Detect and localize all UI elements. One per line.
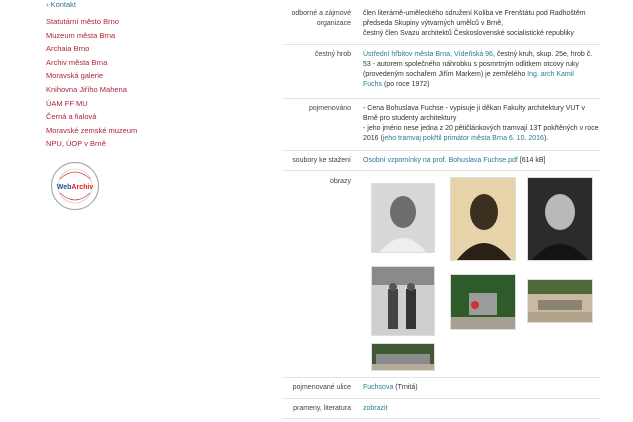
sidebar-link[interactable]: NPU, ÚOP v Brně xyxy=(46,139,106,149)
row-grave xyxy=(283,45,601,99)
row-files xyxy=(283,151,601,171)
row-label: pojmenováno xyxy=(308,105,351,112)
sidebar-link[interactable]: Moravská galerie xyxy=(46,71,104,81)
portrait-photo[interactable] xyxy=(371,183,435,253)
sidebar-link[interactable]: Černá a fialová xyxy=(46,112,97,122)
row-value xyxy=(363,50,601,90)
kamil-fuchs-link[interactable]: Ing. arch Kamil xyxy=(527,71,574,78)
org-line: člen literárně-uměleckého sdružení Koliba ve Frenštátu pod Radhoštěm xyxy=(363,10,586,17)
grave-text: (provedeným sochařem Jiřím Markem) je zemřelého xyxy=(363,71,526,78)
sidebar-link[interactable]: Archaia Brno xyxy=(46,44,90,54)
named-text: Brně pro studenty architektury xyxy=(363,115,457,122)
sidebar-link[interactable]: Knihovna Jiřího Mahena xyxy=(46,84,127,94)
row-organizations xyxy=(283,0,601,45)
sources-show-link[interactable]: zobrazit xyxy=(363,405,388,412)
group-photo[interactable] xyxy=(371,266,435,336)
svg-text:WebArchiv: WebArchiv xyxy=(56,184,94,191)
sidebar-links xyxy=(46,15,166,151)
row-sources xyxy=(283,399,601,419)
org-line: čestný člen Svazu architektů Československé socialistické republiky xyxy=(363,30,574,37)
street-link[interactable]: Fuchsova xyxy=(363,384,394,391)
sidebar-link[interactable]: Archiv města Brna xyxy=(46,57,108,67)
grave-text: , čestný kruh, skup. 25e, hrob č. xyxy=(492,51,593,58)
row-street xyxy=(283,378,601,399)
named-text: ). xyxy=(543,135,549,142)
row-label: odborné a zájmové organizace xyxy=(291,10,351,27)
grave-text: 53 - autorem společného náhrobku s posmrtným odlitkem otcovy ruky xyxy=(363,61,579,68)
row-label: obrazy xyxy=(329,178,351,185)
portrait-photo[interactable] xyxy=(450,177,516,261)
sidebar-link[interactable]: Muzeum města Brna xyxy=(46,30,116,40)
sidebar-kontakt-link[interactable]: › Kontakt xyxy=(46,0,77,9)
named-text: - jeho jméno nese jedna z 20 pětičlánkových tramvají 13T pokřtěných v roce xyxy=(363,125,599,132)
file-size: [614 kB] xyxy=(517,157,546,164)
grave-text: (po roce 1972) xyxy=(382,81,430,88)
webarchiv-stamp-logo[interactable] xyxy=(50,161,100,211)
kamil-fuchs-link[interactable]: Fuchs xyxy=(363,81,383,88)
grave-photo[interactable] xyxy=(450,274,516,330)
row-images xyxy=(283,171,601,378)
portrait-photo[interactable] xyxy=(527,177,593,261)
row-value xyxy=(363,404,601,414)
cemetery-link[interactable]: Ústřední hřbitov města Brna, Vídeňská 96 xyxy=(363,51,493,58)
row-value xyxy=(363,156,601,166)
sidebar xyxy=(46,0,166,151)
tram-link[interactable]: jeho tramvaj pokřtil primátor města Brna 6. 10. 2016 xyxy=(382,135,544,142)
named-text: - Cena Bohuslava Fuchse - vypisuje ji děkan Fakulty architektury VUT v xyxy=(363,105,586,112)
sidebar-link[interactable]: ÚAM FF MU xyxy=(46,98,88,108)
pdf-download-link[interactable]: Osobní vzpomínky na prof. Bohuslava Fuchse.pdf xyxy=(363,157,518,164)
sidebar-link[interactable]: Moravské zemské muzeum xyxy=(46,125,138,135)
row-label: prameny, literatura xyxy=(293,405,351,412)
row-label: pojmenované ulice xyxy=(292,384,351,391)
row-label: soubory ke stažení xyxy=(292,157,351,164)
memorial-photo[interactable] xyxy=(371,343,435,371)
row-value xyxy=(363,104,601,144)
street-district: (Trnitá) xyxy=(393,384,418,391)
grave-photo[interactable] xyxy=(527,279,593,323)
row-named xyxy=(283,99,601,151)
row-value xyxy=(363,383,601,393)
named-text: 2016 ( xyxy=(363,135,383,142)
row-value xyxy=(363,9,601,39)
org-line: předseda Skupiny výtvarných umělců v Brně, xyxy=(363,20,504,27)
sidebar-link[interactable]: Statutární město Brno xyxy=(46,17,119,26)
row-label: čestný hrob xyxy=(314,51,351,58)
